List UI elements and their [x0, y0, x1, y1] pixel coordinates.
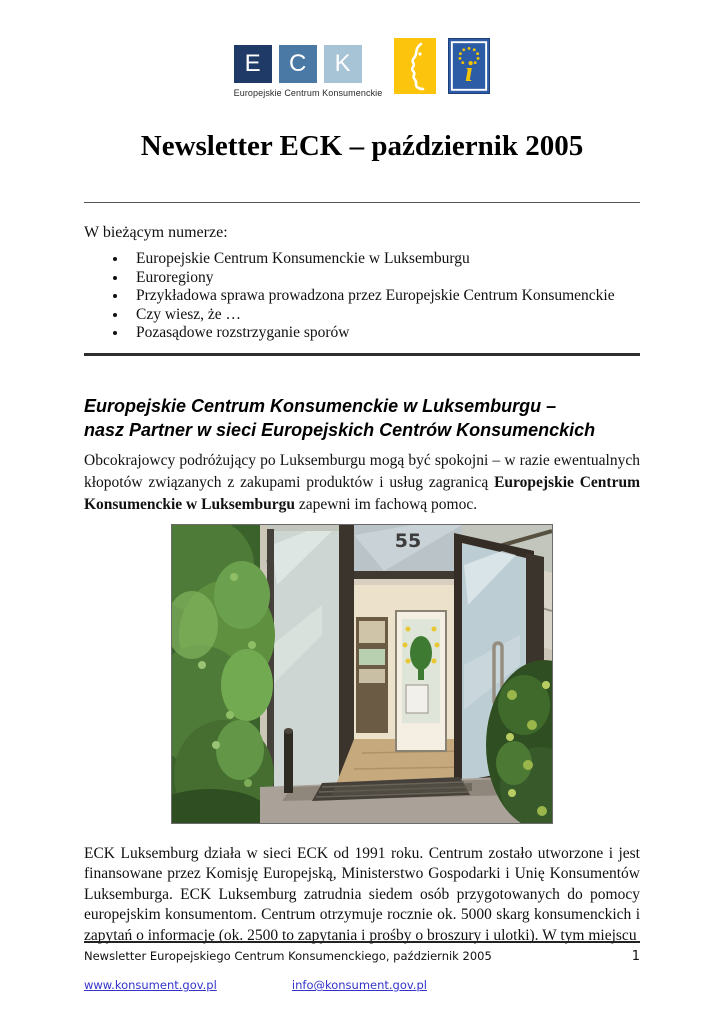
door-number: 55 [394, 529, 422, 552]
toc-item-1: • Europejskie Centrum Konsumenckie w Luksemburgu [128, 250, 640, 269]
logo-letter-k: K [334, 50, 351, 77]
toc-item-2: • Euroregiony [128, 269, 640, 288]
paragraph-1-tail: zapewni im fachową pomoc. [295, 495, 478, 513]
website-link[interactable]: www.konsument.gov.pl [84, 978, 217, 992]
divider-thick [84, 353, 640, 356]
article-paragraph-1 [84, 450, 640, 516]
email-link[interactable]: info@konsument.gov.pl [291, 978, 427, 992]
paragraph-1-bold: Europejskie Centrum Konsumenckie w Luksemburgu [84, 473, 641, 513]
eck-logo-letters [234, 45, 383, 98]
toc-item-5: • Pozasądowe rozstrzyganie sporów [128, 324, 640, 343]
article-heading-line1: Europejskie Centrum Konsumenckie w Luksemburgu – [84, 395, 557, 416]
logo-letter-e: E [244, 50, 261, 77]
article-heading [84, 394, 640, 442]
logo-caption: Europejskie Centrum Konsumenckie [233, 88, 383, 98]
entrance-photo [171, 524, 553, 824]
face-profile-icon [394, 38, 436, 94]
divider-thin [84, 202, 640, 203]
page-title: Newsletter ECK – październik 2005 [140, 130, 584, 162]
toc-item-3: • Przykładowa sprawa prowadzona przez Europejskie Centrum Konsumenckie [128, 287, 640, 306]
footer-links [84, 974, 640, 993]
logo-tile-e [234, 45, 272, 83]
logo-letter-c: C [288, 50, 307, 77]
toc-intro: W bieżącym numerze: [84, 224, 228, 241]
logo-tile-k [324, 45, 362, 83]
page-footer [84, 941, 640, 993]
paragraph-1-text: Obcokrajowcy podróżujący po Luksemburgu mogą być spokojni – w razie ewentualnych kłopotów związanych z zakupami produktów i usług zagranicą [84, 451, 640, 491]
eu-info-icon [448, 38, 490, 94]
toc-item-4: • Czy wiesz, że … [128, 306, 640, 325]
footer-text: Newsletter Europejskiego Centrum Konsumenckiego, październik 2005 [84, 949, 492, 963]
article-heading-line2: nasz Partner w sieci Europejskich Centrów Konsumenckich [84, 419, 596, 440]
article-paragraph-2: ECK Luksemburg działa w sieci ECK od 1991 roku. Centrum zostało utworzone i jest finansowane przez Komisję Europejską, Ministerstwo Gospodarki i Unię Konsumentów Luksemburga. ECK Luksemburg zatrudnia siedem osób przygotowanych do pomocy europejskim konsumentom. Centrum otrzymuje rocznie ok. 5000 skarg konsumenckich i zapytań o informację (ok. 2500 to zapytania i prośby o broszury i ulotki). W tym miejscu [84, 844, 640, 944]
info-letter: i [465, 57, 474, 89]
toc-list [84, 250, 640, 343]
page-number: 1 [631, 949, 640, 964]
logo-tile-c [279, 45, 317, 83]
eck-logo [84, 38, 640, 98]
